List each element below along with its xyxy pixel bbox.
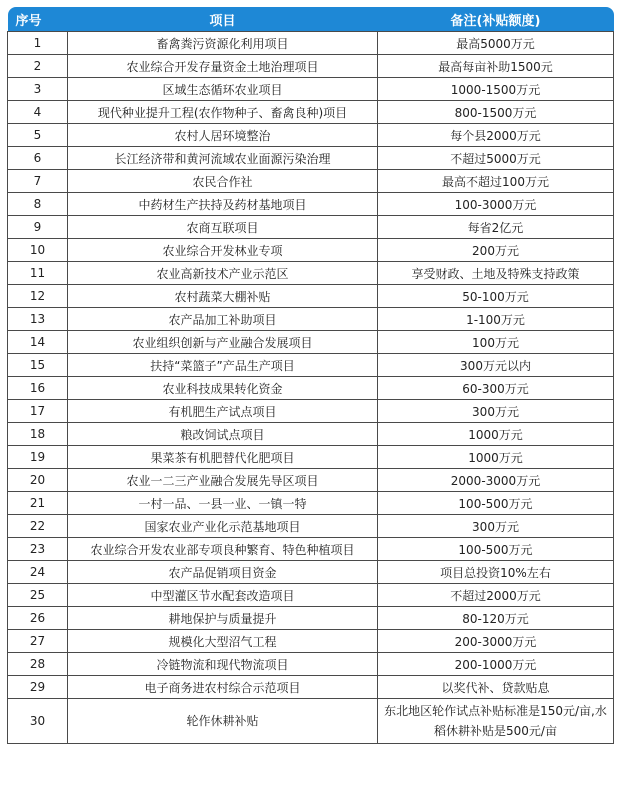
cell-index: 7 bbox=[8, 170, 68, 193]
cell-index: 1 bbox=[8, 32, 68, 55]
cell-index: 29 bbox=[8, 676, 68, 699]
cell-remark: 200-1000万元 bbox=[378, 653, 614, 676]
table-row bbox=[8, 492, 614, 515]
header-project: 项目 bbox=[68, 7, 378, 32]
cell-remark: 项目总投资10%左右 bbox=[378, 561, 614, 584]
cell-remark: 1-100万元 bbox=[378, 308, 614, 331]
cell-index: 27 bbox=[8, 630, 68, 653]
cell-project: 扶持“菜篮子”产品生产项目 bbox=[68, 354, 378, 377]
cell-index: 2 bbox=[8, 55, 68, 78]
cell-project: 中型灌区节水配套改造项目 bbox=[68, 584, 378, 607]
cell-index: 15 bbox=[8, 354, 68, 377]
cell-remark: 不超过2000万元 bbox=[378, 584, 614, 607]
cell-project: 规模化大型沼气工程 bbox=[68, 630, 378, 653]
cell-index: 16 bbox=[8, 377, 68, 400]
table-row bbox=[8, 653, 614, 676]
cell-remark: 不超过5000万元 bbox=[378, 147, 614, 170]
cell-remark: 300万元 bbox=[378, 515, 614, 538]
cell-remark: 300万元 bbox=[378, 400, 614, 423]
cell-index: 3 bbox=[8, 78, 68, 101]
cell-project: 农业组织创新与产业融合发展项目 bbox=[68, 331, 378, 354]
cell-remark: 80-120万元 bbox=[378, 607, 614, 630]
table-row bbox=[8, 78, 614, 101]
cell-index: 28 bbox=[8, 653, 68, 676]
cell-remark: 2000-3000万元 bbox=[378, 469, 614, 492]
cell-index: 20 bbox=[8, 469, 68, 492]
cell-index: 10 bbox=[8, 239, 68, 262]
table-row bbox=[8, 630, 614, 653]
cell-project: 农业综合开发林业专项 bbox=[68, 239, 378, 262]
table-body bbox=[8, 32, 614, 744]
cell-index: 13 bbox=[8, 308, 68, 331]
table-row bbox=[8, 607, 614, 630]
cell-remark: 200万元 bbox=[378, 239, 614, 262]
cell-project: 农业综合开发存量资金土地治理项目 bbox=[68, 55, 378, 78]
cell-index: 12 bbox=[8, 285, 68, 308]
cell-index: 26 bbox=[8, 607, 68, 630]
table-row bbox=[8, 400, 614, 423]
cell-remark: 1000-1500万元 bbox=[378, 78, 614, 101]
table-row bbox=[8, 239, 614, 262]
cell-project: 农村蔬菜大棚补贴 bbox=[68, 285, 378, 308]
table-row bbox=[8, 699, 614, 744]
cell-index: 9 bbox=[8, 216, 68, 239]
cell-index: 21 bbox=[8, 492, 68, 515]
cell-project: 农业一二三产业融合发展先导区项目 bbox=[68, 469, 378, 492]
cell-remark: 200-3000万元 bbox=[378, 630, 614, 653]
header-remark: 备注(补贴额度) bbox=[378, 7, 614, 32]
cell-index: 8 bbox=[8, 193, 68, 216]
cell-project: 粮改饲试点项目 bbox=[68, 423, 378, 446]
cell-project: 农村人居环境整治 bbox=[68, 124, 378, 147]
cell-project: 一村一品、一县一业、一镇一特 bbox=[68, 492, 378, 515]
cell-index: 4 bbox=[8, 101, 68, 124]
cell-index: 18 bbox=[8, 423, 68, 446]
cell-remark: 享受财政、土地及特殊支持政策 bbox=[378, 262, 614, 285]
cell-project: 电子商务进农村综合示范项目 bbox=[68, 676, 378, 699]
table-row bbox=[8, 446, 614, 469]
cell-remark: 每个县2000万元 bbox=[378, 124, 614, 147]
cell-project: 农产品促销项目资金 bbox=[68, 561, 378, 584]
cell-index: 11 bbox=[8, 262, 68, 285]
table-row bbox=[8, 193, 614, 216]
table-row bbox=[8, 55, 614, 78]
table-row bbox=[8, 32, 614, 55]
cell-remark: 东北地区轮作试点补贴标准是150元/亩,水稻休耕补贴是500元/亩 bbox=[378, 699, 614, 744]
cell-project: 区域生态循环农业项目 bbox=[68, 78, 378, 101]
cell-index: 23 bbox=[8, 538, 68, 561]
cell-remark: 以奖代补、贷款贴息 bbox=[378, 676, 614, 699]
table-row bbox=[8, 469, 614, 492]
cell-remark: 每省2亿元 bbox=[378, 216, 614, 239]
cell-remark: 100-500万元 bbox=[378, 492, 614, 515]
cell-project: 冷链物流和现代物流项目 bbox=[68, 653, 378, 676]
cell-project: 现代种业提升工程(农作物种子、畜禽良种)项目 bbox=[68, 101, 378, 124]
cell-index: 24 bbox=[8, 561, 68, 584]
cell-remark: 100-500万元 bbox=[378, 538, 614, 561]
cell-project: 农业科技成果转化资金 bbox=[68, 377, 378, 400]
header-index: 序号 bbox=[8, 7, 68, 32]
cell-project: 农业综合开发农业部专项良种繁育、特色种植项目 bbox=[68, 538, 378, 561]
table-row bbox=[8, 170, 614, 193]
cell-remark: 60-300万元 bbox=[378, 377, 614, 400]
cell-index: 30 bbox=[8, 699, 68, 744]
cell-remark: 100万元 bbox=[378, 331, 614, 354]
table-row bbox=[8, 354, 614, 377]
cell-project: 农民合作社 bbox=[68, 170, 378, 193]
cell-project: 畜禽粪污资源化利用项目 bbox=[68, 32, 378, 55]
cell-remark: 1000万元 bbox=[378, 446, 614, 469]
table-row bbox=[8, 584, 614, 607]
cell-project: 有机肥生产试点项目 bbox=[68, 400, 378, 423]
cell-remark: 最高不超过100万元 bbox=[378, 170, 614, 193]
cell-remark: 最高5000万元 bbox=[378, 32, 614, 55]
cell-index: 25 bbox=[8, 584, 68, 607]
table-row bbox=[8, 101, 614, 124]
table-header-row bbox=[8, 7, 614, 32]
cell-project: 耕地保护与质量提升 bbox=[68, 607, 378, 630]
cell-project: 长江经济带和黄河流域农业面源污染治理 bbox=[68, 147, 378, 170]
cell-remark: 1000万元 bbox=[378, 423, 614, 446]
cell-project: 果菜茶有机肥替代化肥项目 bbox=[68, 446, 378, 469]
table-row bbox=[8, 423, 614, 446]
cell-index: 5 bbox=[8, 124, 68, 147]
cell-remark: 100-3000万元 bbox=[378, 193, 614, 216]
table-row bbox=[8, 308, 614, 331]
cell-remark: 300万元以内 bbox=[378, 354, 614, 377]
cell-index: 17 bbox=[8, 400, 68, 423]
table-row bbox=[8, 538, 614, 561]
cell-project: 国家农业产业化示范基地项目 bbox=[68, 515, 378, 538]
table-row bbox=[8, 515, 614, 538]
cell-index: 14 bbox=[8, 331, 68, 354]
cell-project: 农产品加工补助项目 bbox=[68, 308, 378, 331]
cell-project: 轮作休耕补贴 bbox=[68, 699, 378, 744]
cell-remark: 50-100万元 bbox=[378, 285, 614, 308]
cell-project: 农业高新技术产业示范区 bbox=[68, 262, 378, 285]
table-row bbox=[8, 331, 614, 354]
cell-index: 19 bbox=[8, 446, 68, 469]
table-row bbox=[8, 262, 614, 285]
cell-remark: 最高每亩补助1500元 bbox=[378, 55, 614, 78]
subsidy-table bbox=[7, 7, 614, 744]
cell-project: 农商互联项目 bbox=[68, 216, 378, 239]
table-row bbox=[8, 377, 614, 400]
table-row bbox=[8, 147, 614, 170]
table-row bbox=[8, 285, 614, 308]
cell-project: 中药材生产扶持及药材基地项目 bbox=[68, 193, 378, 216]
table-row bbox=[8, 216, 614, 239]
cell-index: 22 bbox=[8, 515, 68, 538]
table-row bbox=[8, 676, 614, 699]
table-row bbox=[8, 124, 614, 147]
cell-index: 6 bbox=[8, 147, 68, 170]
table-row bbox=[8, 561, 614, 584]
cell-remark: 800-1500万元 bbox=[378, 101, 614, 124]
